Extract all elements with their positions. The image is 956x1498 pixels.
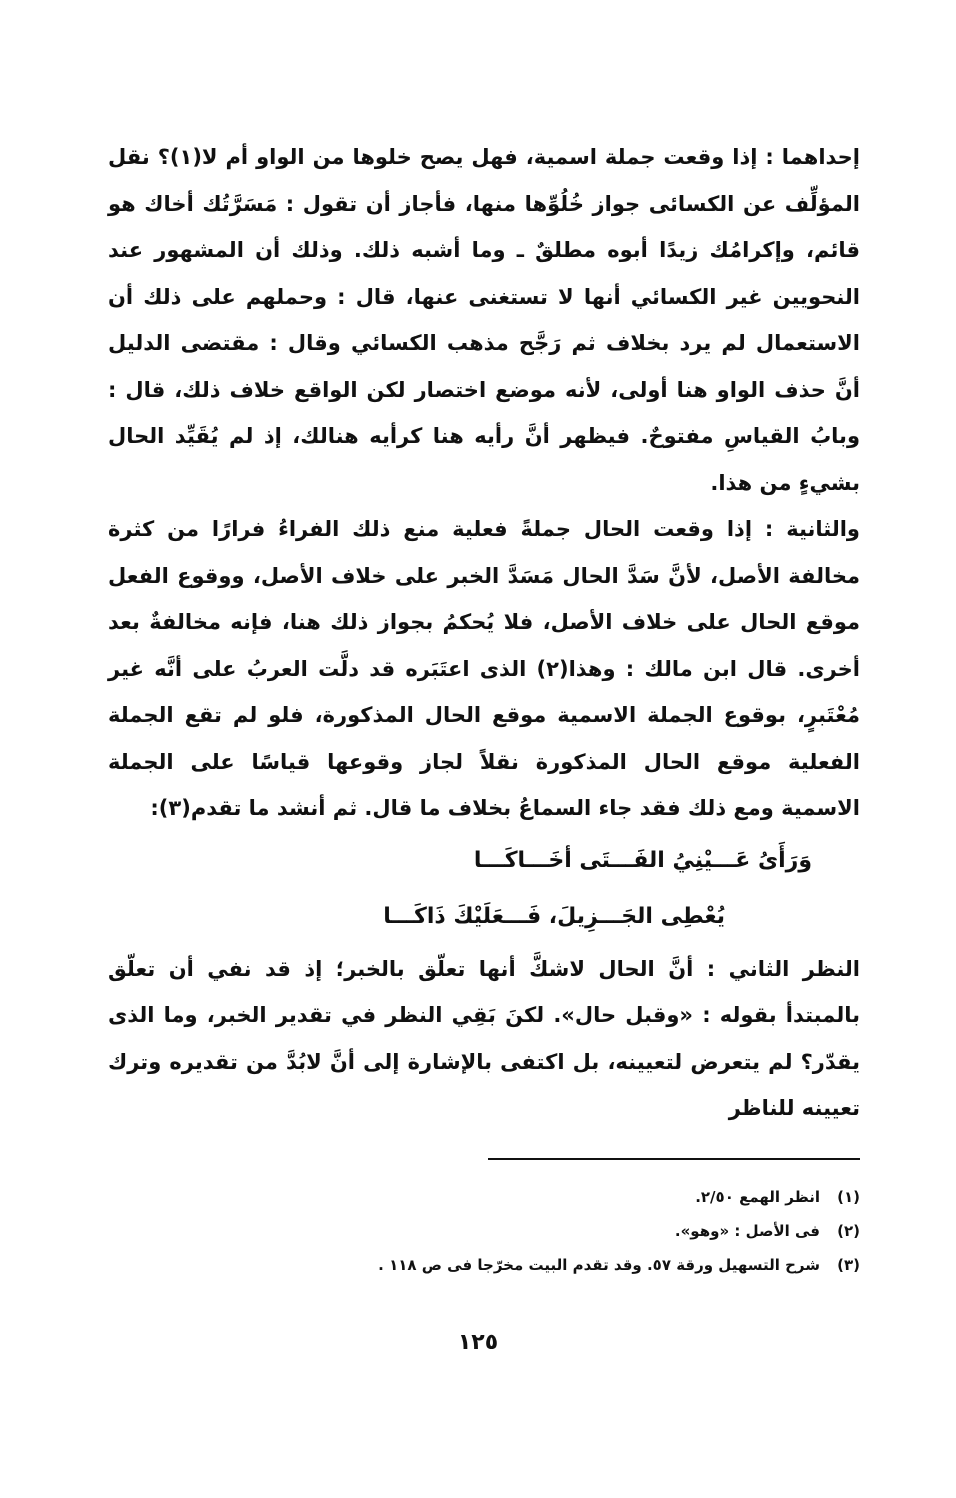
verse-line-1: وَرَأَىُ عَـــيْنِيُ الفَـــتَى أخَـــاكَـــا [473, 847, 812, 873]
footnote-text: شرح التسهيل ورقة ٥٧. وقد تقدم البيت مخرّجا فى ص ١١٨ . [378, 1256, 820, 1274]
paragraph-third: النظر الثاني : أنَّ الحال لاشكَّ أنها تعلّق بالخبر؛ إذ قد نفي أن تعلّق بالمبتدأ بقوله : «وقبل حال». لكنَ بَقِي النظر في تقدير الخبر، وما الذى يقدّر؟ لم يتعرض لتعيينه، بل اكتفى بالإشارة إلى أنَّ لابُدَّ من تقديره وترك تعيينه للناظر [108, 956, 860, 1120]
footnote-number: (٣) [837, 1256, 860, 1274]
paragraph-first: إحداهما : إذا وقعت جملة اسمية، فهل يصح خلوها من الواو أم لا(١)؟ نقل المؤلِّف عن الكسائى جواز خُلُوِّها منها، فأجاز أن تقول : مَسَرَّتُك أخاك هو قائم، وإكرامُك زيدًا أبوه مطلقٌ ـ وما أشبه ذلك. وذلك أن المشهور عند النحويين غير الكسائي أنها لا تستغنى عنها، قال : وحملهم على ذلك أن الاستعمال لم يرد بخلاف ثم رَجَّح مذهب الكسائي وقال : مقتضى الدليل أنَّ حذف الواو هنا أولى، لأنه موضع اختصار لكن الواقع خلاف ذلك، قال : وبابُ القياسِ مفتوحٌ. فيظهر أنَّ رأيه هنا كرأيه هنالك، إذ لم يُقَيِّد الحال بشيءٍ من هذا. [108, 145, 860, 495]
footnote-text: فى الأصل : «وهو». [674, 1222, 820, 1240]
footnote-1 [108, 1180, 860, 1214]
paragraph-second: والثانية : إذا وقعت الحال جملةً فعلية منع ذلك الفراءُ فرارًا من كثرة مخالفة الأصل، لأنَّ سَدَّ الحال مَسَدَّ الخبر على خلاف الأصل، ووقوع الفعل موقع الحال على خلاف الأصل، فلا يُحكمُ بجواز ذلك هنا، فإنه مخالفةٌ بعد أخرى. قال ابن مالك : وهذا(٢) الذى اعتَبَره قد دلَّت العربُ على أنَّه غير مُعْتَبرٍ، بوقوع الجملة الاسمية موقع الحال المذكورة، فلو لم تقع الجملة الفعلية موقع الحال المذكورة نقلاً لجاز وقوعها قياسًا على الجملة الاسمية ومع ذلك فقد جاء السماعُ بخلاف ما قال. ثم أنشد ما تقدم(٣): [108, 517, 860, 820]
footnote-number: (٢) [837, 1222, 860, 1240]
footnote-number: (١) [837, 1188, 860, 1206]
footnote-text: انظر الهمع ٢/٥٠. [695, 1188, 820, 1206]
main-text [108, 134, 860, 1132]
footnote-2 [108, 1214, 860, 1248]
verse-line-2: يُعْطِى الجَـــزِيلَ، فَـــعَلَيْكَ ذَاكَـــا [383, 903, 725, 929]
footnotes [108, 1180, 860, 1282]
footnote-separator [488, 1158, 860, 1160]
footnote-3 [108, 1248, 860, 1282]
page-number: ١٢٥ [457, 1330, 499, 1355]
